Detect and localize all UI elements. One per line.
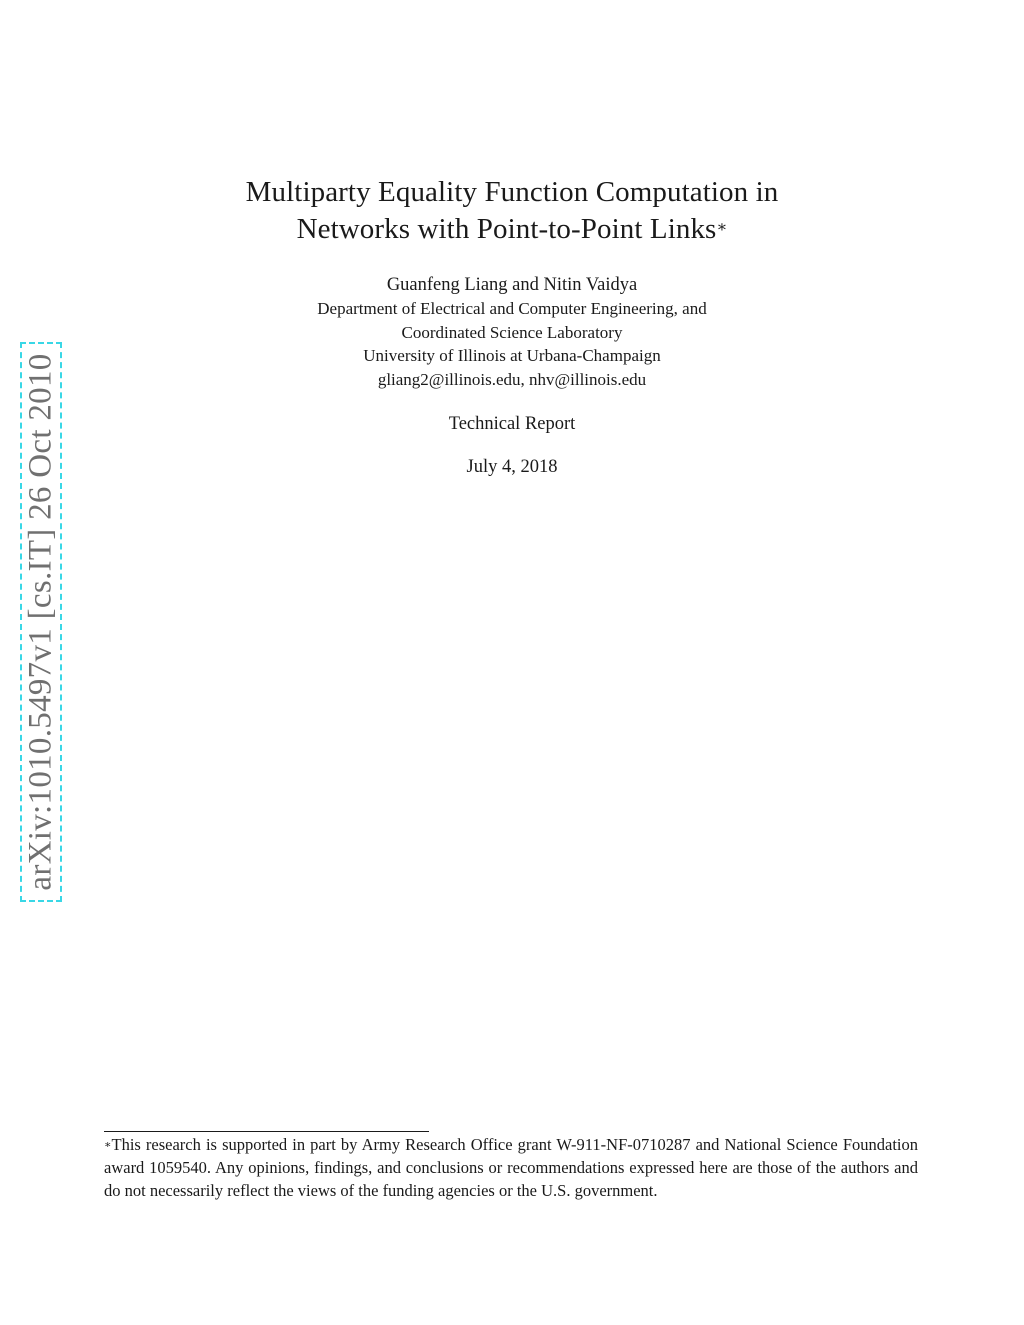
affiliation-line-3: University of Illinois at Urbana-Champaign xyxy=(363,346,661,365)
footnote-rule xyxy=(104,1131,429,1132)
title-footnote-marker: ∗ xyxy=(716,219,728,236)
affiliation-line-2: Coordinated Science Laboratory xyxy=(401,322,623,342)
report-type: Technical Report xyxy=(448,414,576,434)
affiliation-line-1: Department of Electrical and Computer Engineering, and xyxy=(317,299,707,318)
author-emails[interactable]: gliang2@illinois.edu, nhv@illinois.edu xyxy=(377,369,647,389)
author-names: Guanfeng Liang and Nitin Vaidya xyxy=(386,275,638,295)
arxiv-identifier[interactable]: arXiv:1010.5497v1 [cs.IT] 26 Oct 2010 xyxy=(22,353,59,891)
author-block xyxy=(0,273,1024,391)
footnote-text: This research is supported in part by Army Research Office grant W-911-NF-0710287 and National Science Foundation award 1059540. Any opinions, findings, and conclusions or recommendations expressed here are those of the authors and do not necessarily reflect the views of the funding agencies or the U.S. government. xyxy=(104,1135,918,1200)
footnote xyxy=(104,1133,918,1202)
report-date: July 4, 2018 xyxy=(466,457,558,477)
title-line-2-text: Networks with Point-to-Point Links xyxy=(296,213,717,245)
title-line-1: Multiparty Equality Function Computation in xyxy=(245,176,779,208)
title-line-2 xyxy=(0,211,1024,248)
footnote-marker: ∗ xyxy=(104,1139,112,1151)
paper-title xyxy=(0,174,1024,248)
